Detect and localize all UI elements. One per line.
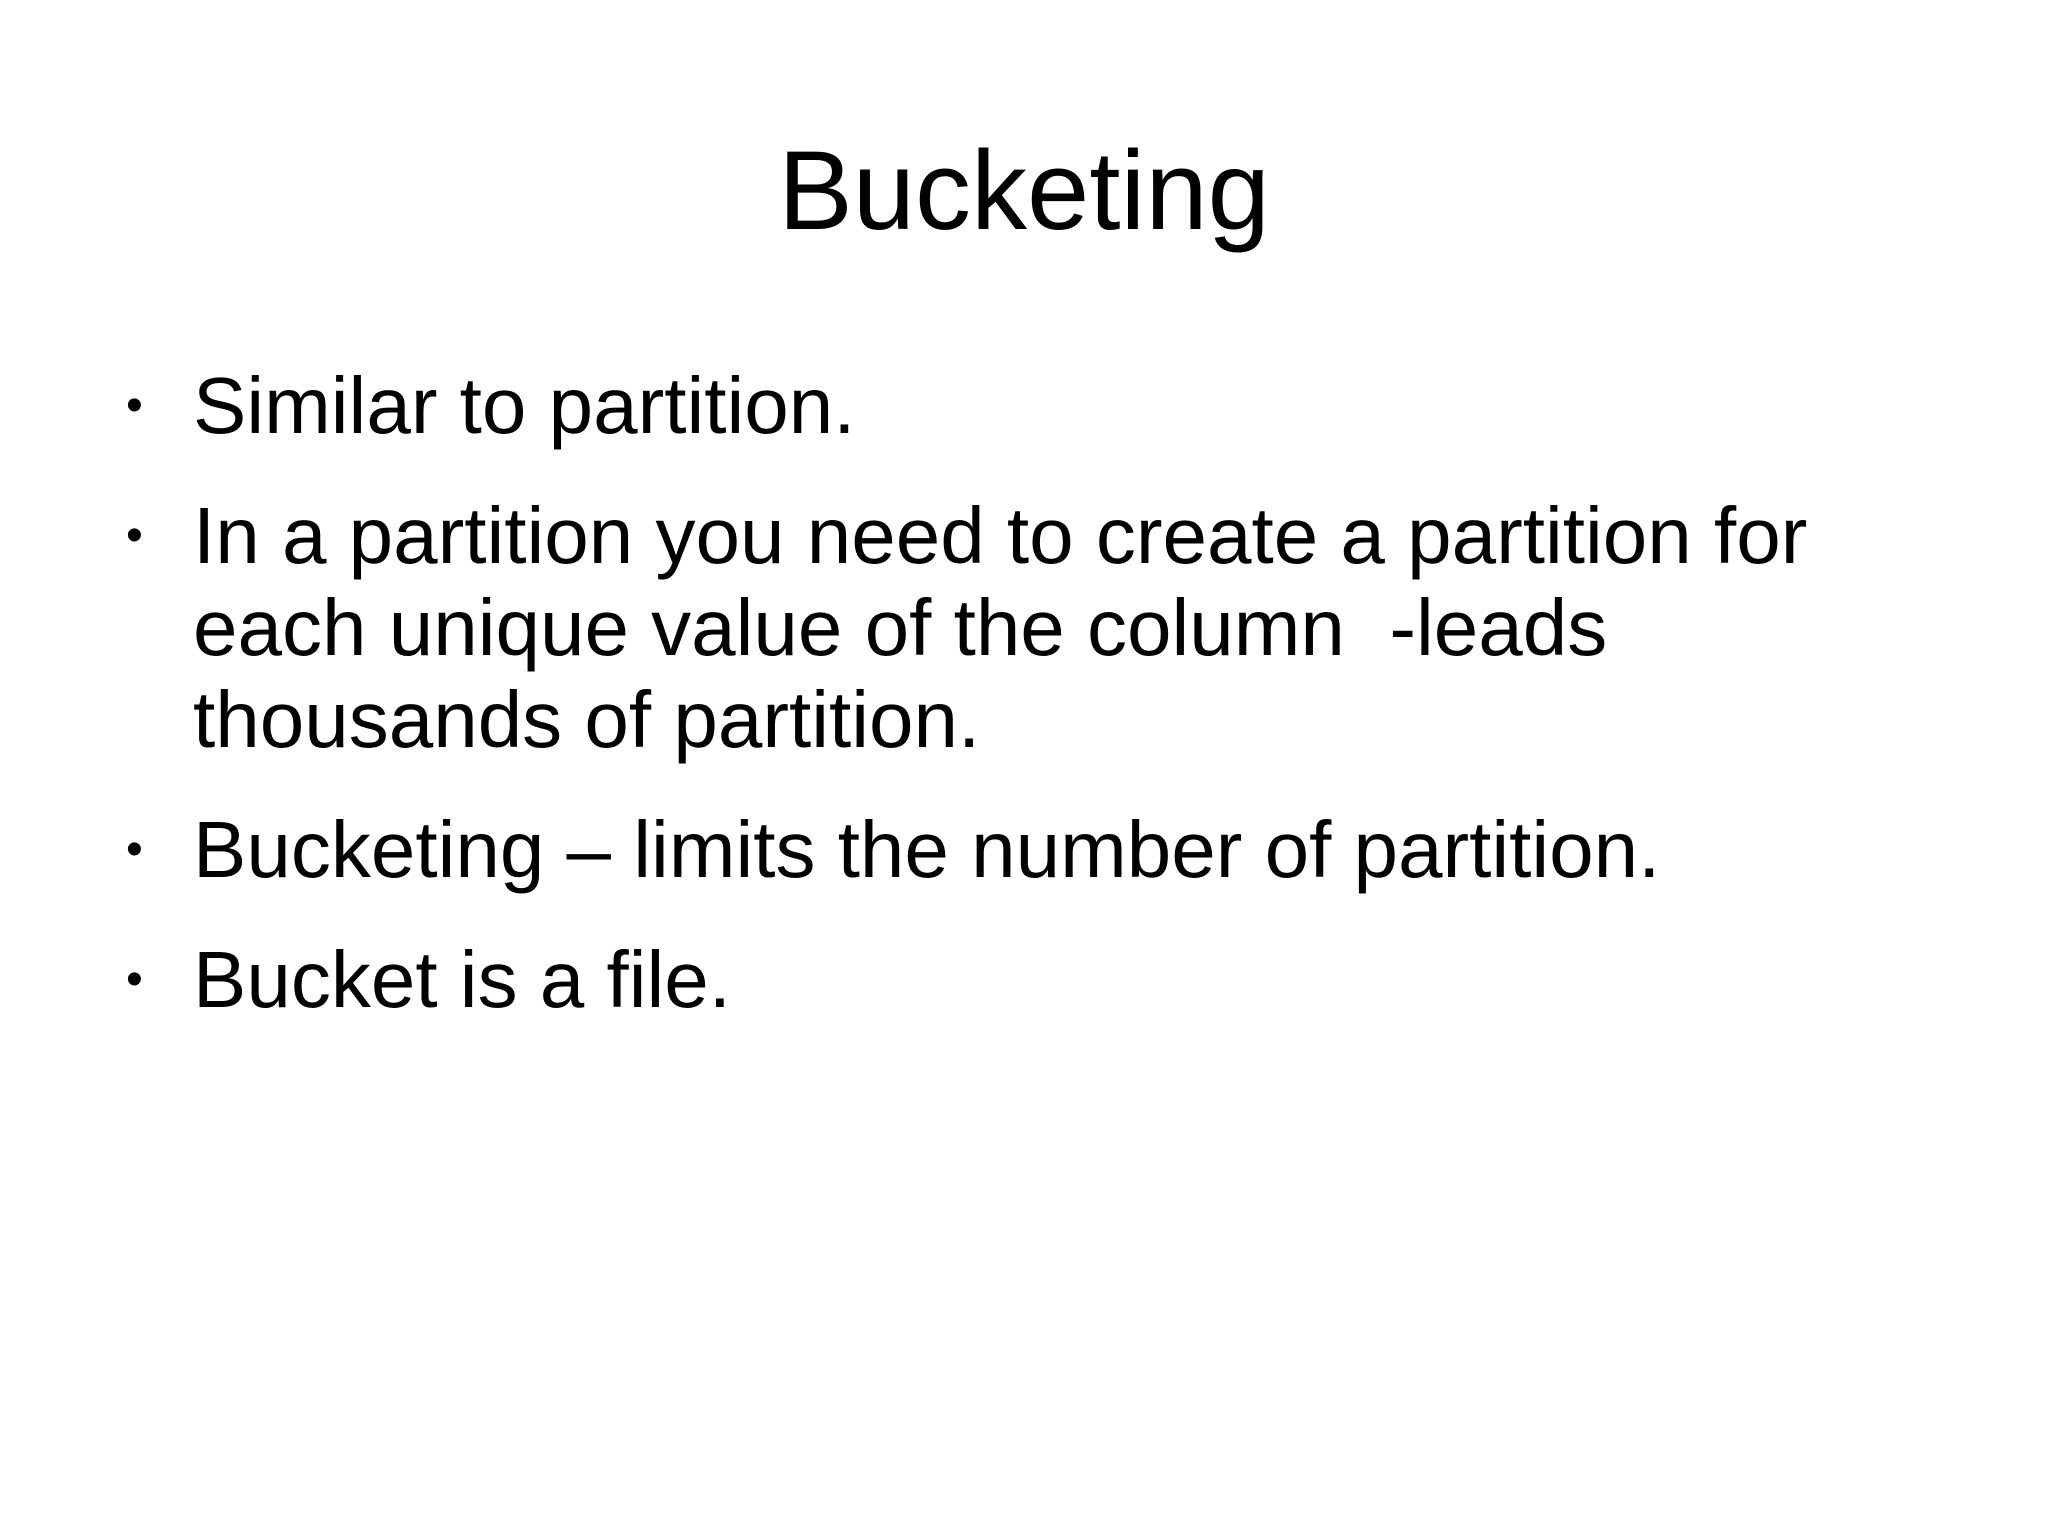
bullet-text: Similar to partition. xyxy=(193,361,856,450)
bullet-list xyxy=(120,360,1940,1064)
bullet-icon: • xyxy=(126,379,143,432)
bullet-text: Bucket is a file. xyxy=(193,935,732,1024)
slide-title: Bucketing xyxy=(778,128,1270,253)
bullet-text: Bucketing – limits the number of partition. xyxy=(193,805,1661,894)
bullet-text: In a partition you need to create a partition for each unique value of the column -leads thousands of partition. xyxy=(193,491,1830,764)
bullet-item xyxy=(120,804,1940,896)
bullet-item xyxy=(120,934,1940,1026)
bullet-icon: • xyxy=(126,509,143,562)
bullet-item xyxy=(120,360,1940,452)
bullet-item xyxy=(120,490,1940,766)
bullet-icon: • xyxy=(126,823,143,876)
bullet-icon: • xyxy=(126,953,143,1006)
